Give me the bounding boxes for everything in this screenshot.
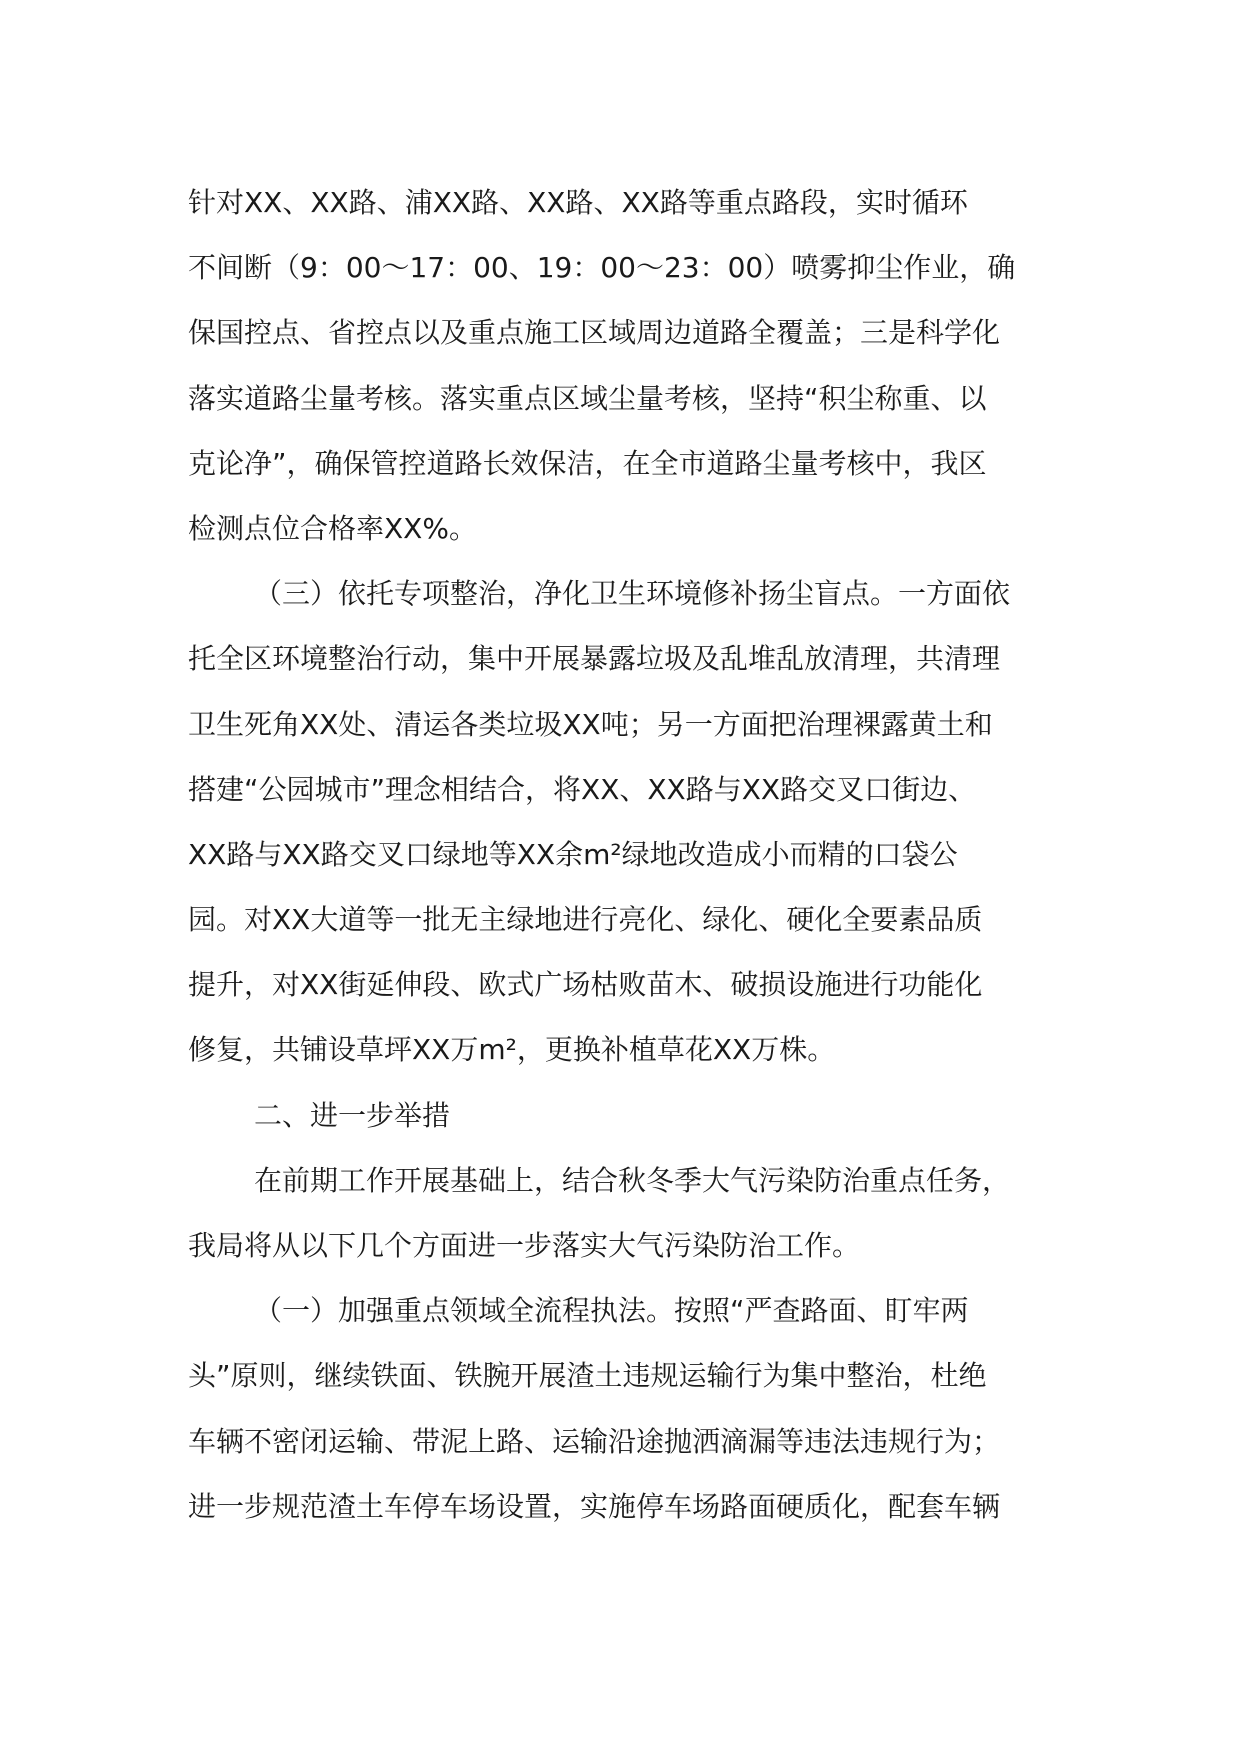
text-line: 车辆不密闭运输、带泥上路、运输沿途抛洒滴漏等违法违规行为； — [188, 1424, 1001, 1458]
text-line: 头”原则，继续铁面、铁腕开展渣土违规运输行为集中整治，杜绝 — [188, 1359, 987, 1393]
text-line: 检测点位合格率XX%。 — [188, 511, 477, 545]
paragraph-start-line: （三）依托专项整治，净化卫生环境修补扬尘盲点。一方面依 — [254, 577, 1011, 611]
text-line: 托全区环境整治行动，集中开展暴露垃圾及乱堆乱放清理，共清理 — [188, 642, 1001, 676]
text-line: 克论净”，确保管控道路长效保洁，在全市道路尘量考核中，我区 — [188, 446, 987, 480]
text-line: 进一步规范渣土车停车场设置，实施停车场路面硬质化，配套车辆 — [188, 1489, 1001, 1523]
text-line: 针对XX、XX路、浦XX路、XX路、XX路等重点路段，实时循环 — [188, 186, 968, 219]
text-line: 搭建“公园城市”理念相结合，将XX、XX路与XX路交叉口街边、 — [188, 772, 977, 806]
text-line: 不间断（9：00～17：00、19：00～23：00）喷雾抑尘作业，确 — [188, 251, 1016, 285]
text-line: 提升，对XX街延伸段、欧式广场枯败苗木、破损设施进行功能化 — [188, 968, 983, 1002]
text-line: 保国控点、省控点以及重点施工区域周边道路全覆盖；三是科学化 — [188, 316, 1001, 350]
text-line: 园。对XX大道等一批无主绿地进行亮化、绿化、硬化全要素品质 — [188, 903, 983, 937]
text-line: 落实道路尘量考核。落实重点区域尘量考核，坚持“积尘称重、以 — [188, 381, 987, 415]
paragraph-start-line: 在前期工作开展基础上，结合秋冬季大气污染防治重点任务， — [254, 1163, 1011, 1197]
paragraph-start-line: （一）加强重点领域全流程执法。按照“严查路面、盯牢两 — [254, 1294, 969, 1328]
text-line: 修复，共铺设草坪XX万m²，更换补植草花XX万株。 — [188, 1033, 836, 1067]
section-heading: 二、进一步举措 — [254, 1098, 451, 1132]
text-line: XX路与XX路交叉口绿地等XX余m²绿地改造成小而精的口袋公 — [188, 837, 958, 871]
text-line: 我局将从以下几个方面进一步落实大气污染防治工作。 — [188, 1229, 861, 1262]
text-line: 卫生死角XX处、清运各类垃圾XX吨；另一方面把治理裸露黄土和 — [188, 707, 993, 741]
document-body — [188, 170, 1068, 1539]
